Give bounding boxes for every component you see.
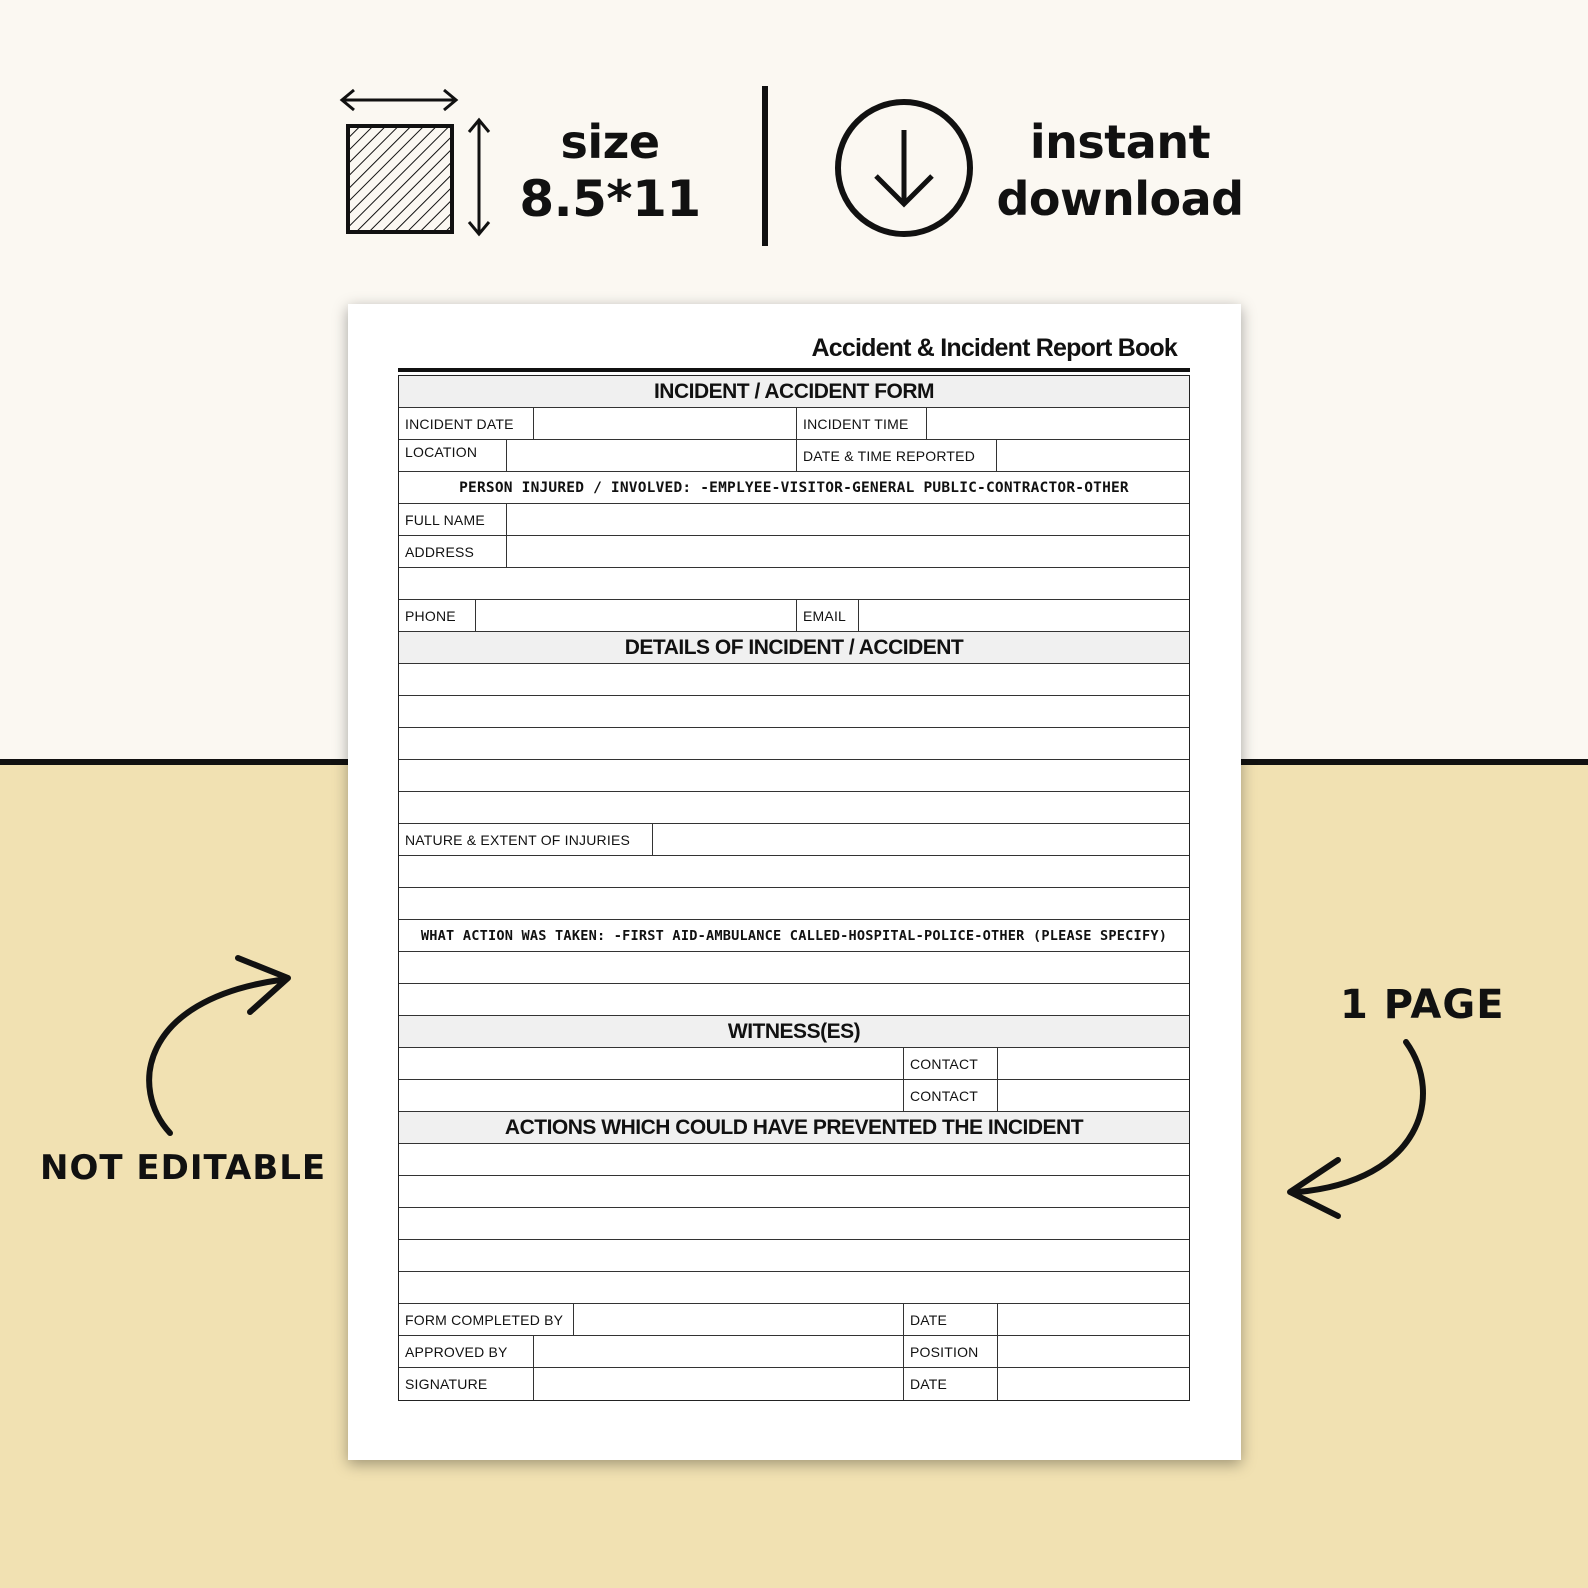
row-signature [399,1368,1189,1400]
row-address-continued [399,568,1189,600]
row-person-involved [399,472,1189,504]
row-full-name [399,504,1189,536]
nature-injuries-field [653,824,1189,855]
date-time-reported-label: DATE & TIME REPORTED [797,440,997,471]
download-label-line1: instant [1029,115,1211,169]
person-involved-line: PERSON INJURED / INVOLVED: -EMPLYEE-VISITOR-GENERAL PUBLIC-CONTRACTOR-OTHER [459,479,1129,496]
approved-by-field [534,1336,904,1367]
witness-row [399,1048,1189,1080]
actions-section-title: ACTIONS WHICH COULD HAVE PREVENTED THE INCIDENT [399,1112,1189,1144]
download-label-line2: download [996,172,1244,226]
witness-name-field [399,1048,904,1079]
download-icon [832,96,976,240]
approved-by-label: APPROVED BY [399,1336,534,1367]
date-label: DATE [904,1304,998,1335]
action-line [399,984,1189,1016]
phone-field [476,600,797,631]
address-continued-field [399,568,1189,599]
contact-field [998,1080,1189,1111]
full-name-label: FULL NAME [399,504,507,535]
incident-time-field [927,408,1189,439]
incident-time-label: INCIDENT TIME [797,408,927,439]
signature-label: SIGNATURE [399,1368,534,1400]
row-phone-email [399,600,1189,632]
blank-line [399,760,1189,791]
form-completed-by-field [574,1304,904,1335]
prevention-line [399,1240,1189,1272]
form-completed-by-label: FORM COMPLETED BY [399,1304,574,1335]
blank-line [399,664,1189,695]
prevention-line [399,1144,1189,1176]
row-approved-by [399,1336,1189,1368]
page-size-icon [338,84,498,244]
address-label: ADDRESS [399,536,507,567]
contact-label: CONTACT [904,1080,998,1111]
location-field [507,440,797,471]
action-line [399,952,1189,984]
form-title: INCIDENT / ACCIDENT FORM [399,376,1189,408]
injuries-line [399,888,1189,920]
blank-line [399,1208,1189,1239]
date-label: DATE [904,1368,998,1400]
witnesses-section-title: WITNESS(ES) [399,1016,1189,1048]
position-label: POSITION [904,1336,998,1367]
size-label: size [560,115,660,169]
email-label: EMAIL [797,600,859,631]
details-line [399,696,1189,728]
action-taken-line: WHAT ACTION WAS TAKEN: -FIRST AID-AMBULANCE CALLED-HOSPITAL-POLICE-OTHER (PLEASE SPECIFY) [420,927,1168,944]
incident-date-label: INCIDENT DATE [399,408,534,439]
full-name-field [507,504,1189,535]
blank-line [399,952,1189,983]
email-field [859,600,1189,631]
address-field [507,536,1189,567]
contact-label: CONTACT [904,1048,998,1079]
details-line [399,728,1189,760]
curved-arrow-left-icon [130,950,300,1140]
incident-date-field [534,408,797,439]
position-field [998,1336,1189,1367]
nature-injuries-label: NATURE & EXTENT OF INJURIES [399,824,653,855]
not-editable-label: NOT EDITABLE [40,1148,327,1188]
details-line [399,664,1189,696]
prevention-line [399,1208,1189,1240]
incident-form [398,375,1190,1401]
row-nature-injuries [399,824,1189,856]
blank-line [399,1240,1189,1271]
blank-line [399,1176,1189,1207]
row-incident-date-time [399,408,1189,440]
details-line [399,792,1189,824]
injuries-line [399,856,1189,888]
blank-line [399,856,1189,887]
witness-name-field [399,1080,904,1111]
blank-line [399,984,1189,1015]
prevention-line [399,1176,1189,1208]
date-time-reported-field [997,440,1189,471]
blank-line [399,1272,1189,1303]
prevention-line [399,1272,1189,1304]
row-action-taken [399,920,1189,952]
curved-arrow-right-icon [1280,1036,1450,1226]
document-page [348,304,1241,1460]
contact-field [998,1048,1189,1079]
blank-line [399,728,1189,759]
location-label: LOCATION [399,440,507,471]
blank-line [399,792,1189,823]
size-value: 8.5*11 [519,170,701,228]
header-divider [762,86,768,246]
blank-line [399,888,1189,919]
phone-label: PHONE [399,600,476,631]
document-title: Accident & Incident Report Book [811,334,1177,362]
row-address [399,536,1189,568]
blank-line [399,1144,1189,1175]
blank-line [399,696,1189,727]
row-location [399,440,1189,472]
title-rule [398,368,1190,372]
row-completed-by [399,1304,1189,1336]
date-field [998,1304,1189,1335]
one-page-label: 1 PAGE [1340,982,1505,1028]
signature-field [534,1368,904,1400]
details-line [399,760,1189,792]
witness-row [399,1080,1189,1112]
details-section-title: DETAILS OF INCIDENT / ACCIDENT [399,632,1189,664]
date-field [998,1368,1189,1400]
